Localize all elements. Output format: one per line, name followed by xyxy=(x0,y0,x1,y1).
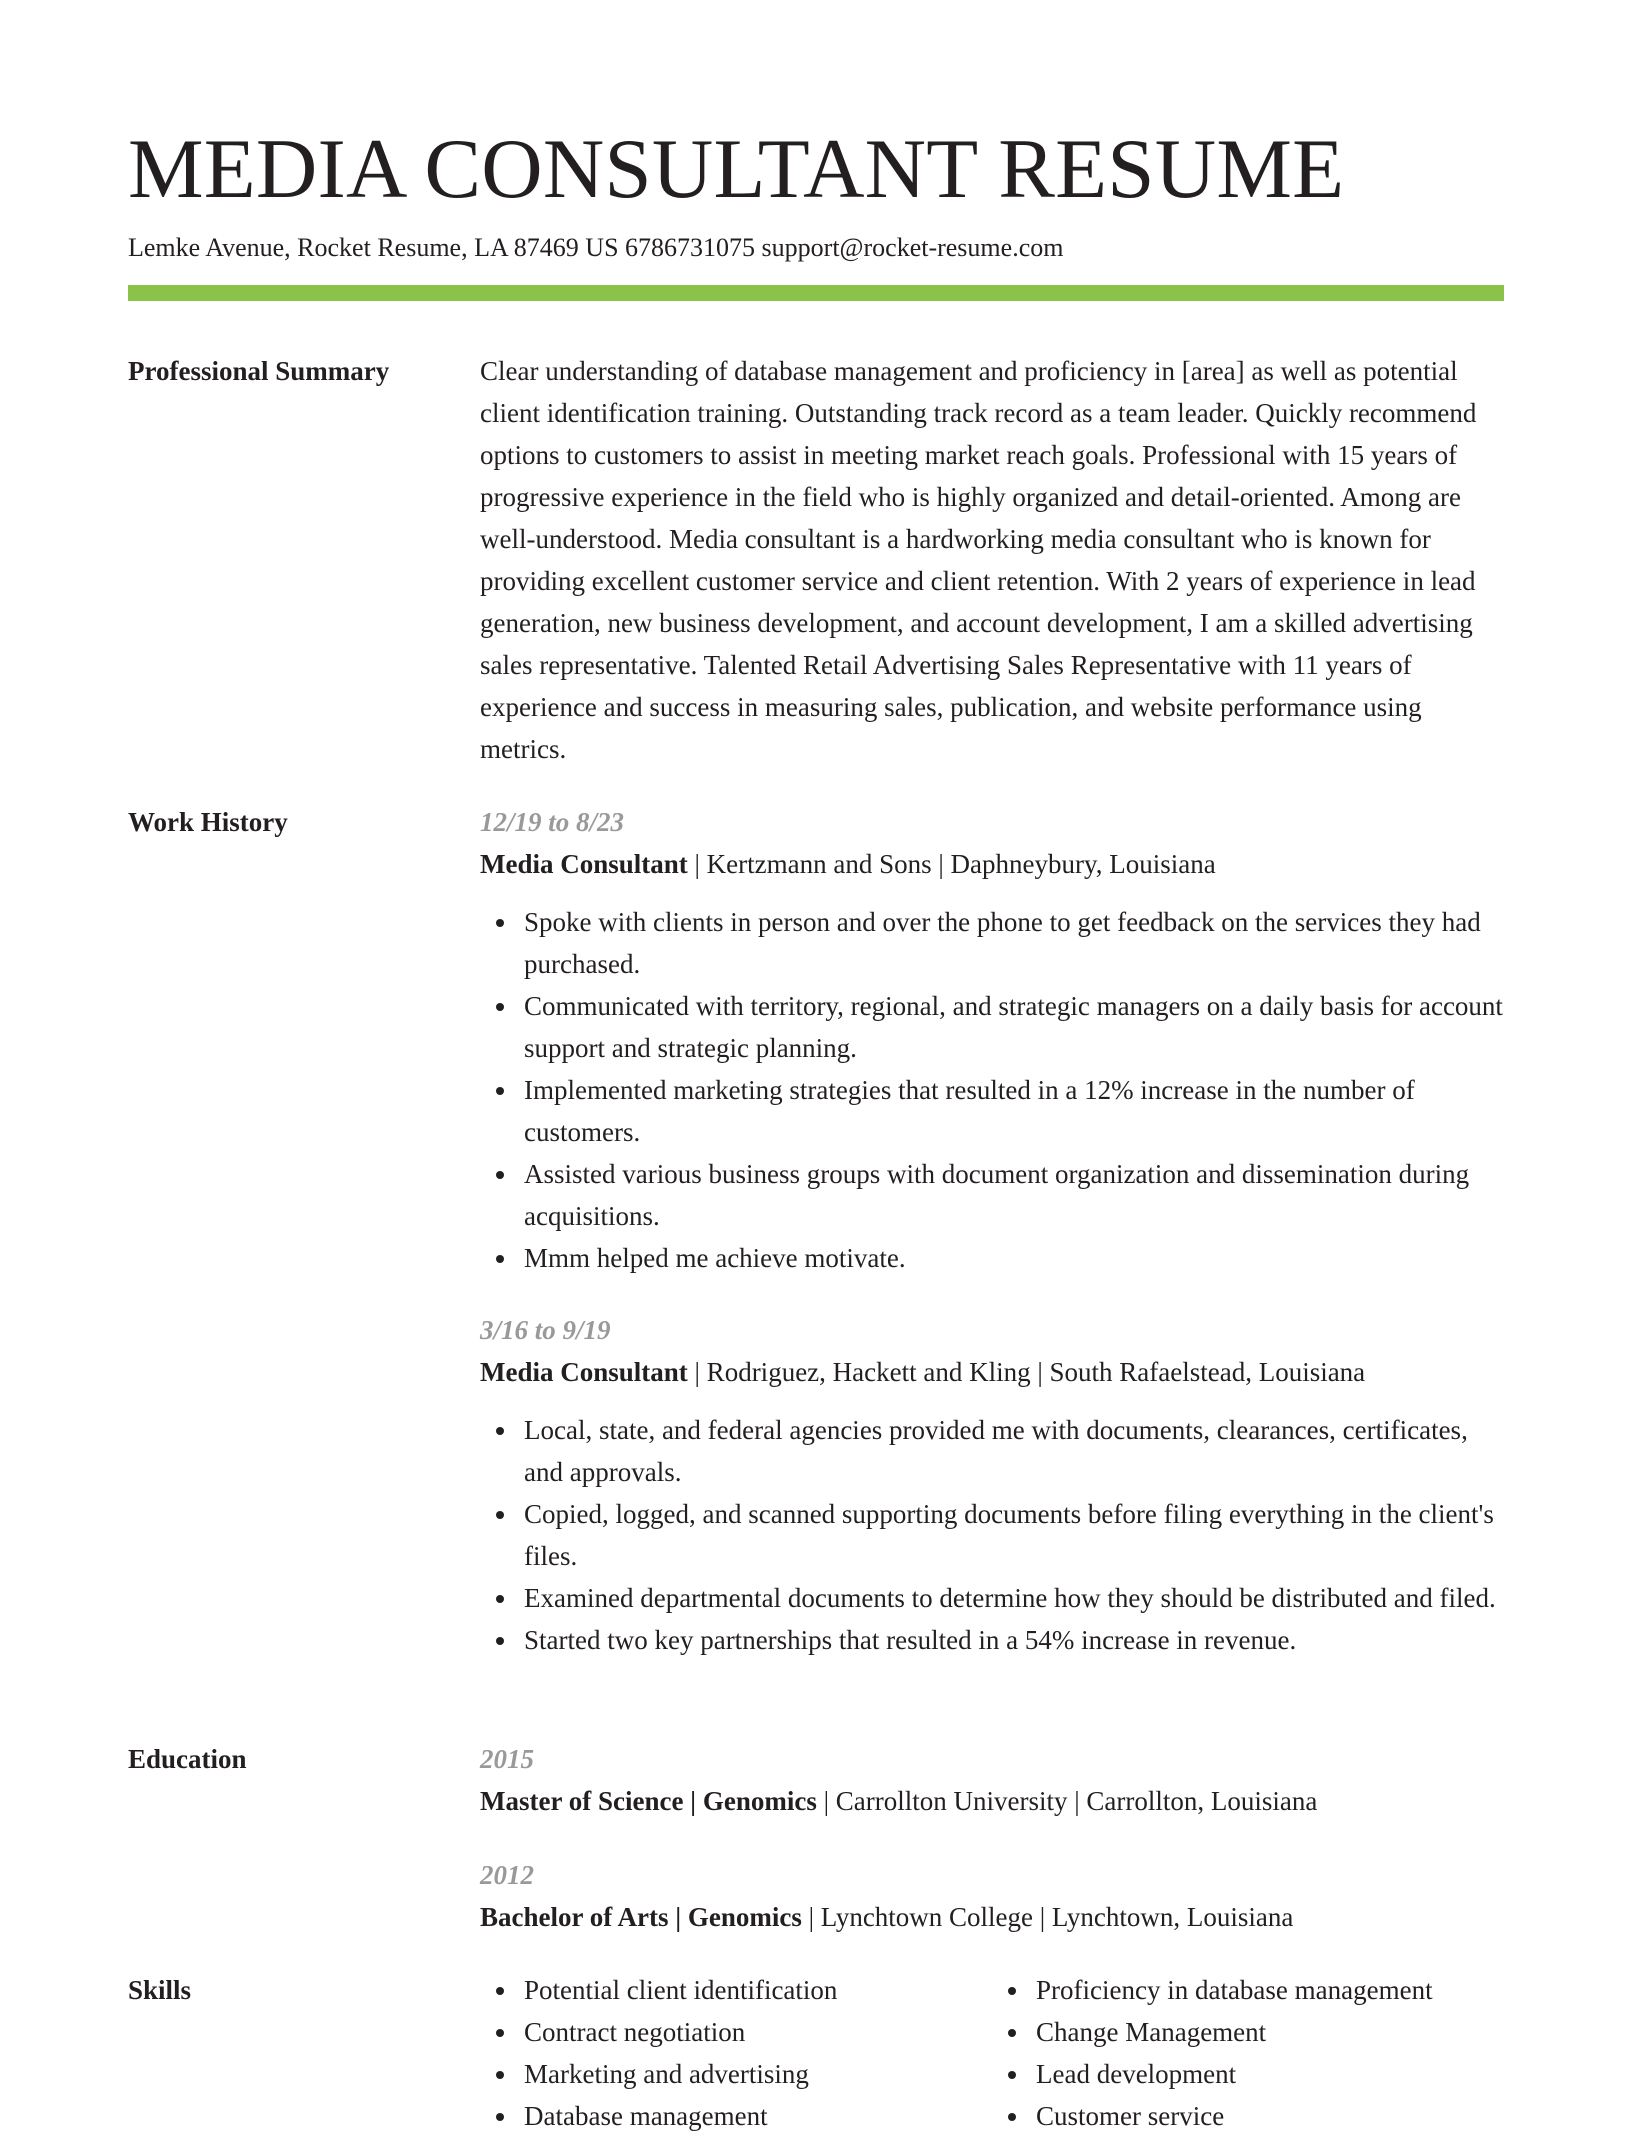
list-item: Customer service xyxy=(1036,2095,1504,2137)
header-divider xyxy=(128,285,1504,301)
skills-columns xyxy=(480,1969,1504,2137)
list-item: Implemented marketing strategies that resulted in a 12% increase in the number of customers. xyxy=(524,1069,1504,1153)
job-details: | Rodriguez, Hackett and Kling | South Rafaelstead, Louisiana xyxy=(687,1357,1366,1387)
job-details: | Kertzmann and Sons | Daphneybury, Louisiana xyxy=(687,849,1216,879)
education-year: 2012 xyxy=(480,1860,534,1890)
list-item: Local, state, and federal agencies provided me with documents, clearances, certificates, and approvals. xyxy=(524,1409,1504,1493)
list-item: Communicated with territory, regional, and strategic managers on a daily basis for account support and strategic planning. xyxy=(524,985,1504,1069)
job-heading xyxy=(480,1351,1504,1393)
list-item: Started two key partnerships that resulted in a 54% increase in revenue. xyxy=(524,1619,1504,1661)
education-heading xyxy=(480,1896,1504,1938)
job-bullets xyxy=(480,901,1504,1279)
education-heading xyxy=(480,1780,1504,1822)
education-details: | Carrollton University | Carrollton, Louisiana xyxy=(816,1786,1318,1816)
list-item: Mmm helped me achieve motivate. xyxy=(524,1237,1504,1279)
resume-title: MEDIA CONSULTANT RESUME xyxy=(128,122,1345,216)
list-item: Potential client identification xyxy=(524,1969,992,2011)
skills-list-left xyxy=(480,1969,992,2137)
job-dates: 3/16 to 9/19 xyxy=(480,1315,611,1345)
skills-list-right xyxy=(992,1969,1504,2137)
summary-label: Professional Summary xyxy=(128,356,390,386)
summary-body xyxy=(480,350,1504,770)
summary-text: Clear understanding of database management and proficiency in [area] as well as potential client identification training. Outstanding track record as a team leader. Quickly recommend options to customers to assist in meeting market reach goals. Professional with 15 years of progressive experience in the field who is highly organized and detail-oriented. Among are well-understood. Media consultant is a hardworking media consultant who is known for providing excellent customer service and client retention. With 2 years of experience in lead generation, new business development, and account development, I am a skilled advertising sales representative. Talented Retail Advertising Sales Representative with 11 years of experience and success in measuring sales, publication, and website performance using metrics. xyxy=(480,356,1477,764)
education-body xyxy=(480,1738,1504,1938)
job-bullets xyxy=(480,1409,1504,1661)
list-item: Lead development xyxy=(1036,2053,1504,2095)
list-item: Copied, logged, and scanned supporting documents before filing everything in the client's files. xyxy=(524,1493,1504,1577)
list-item: Contract negotiation xyxy=(524,2011,992,2053)
degree-name: Master of Science | Genomics xyxy=(480,1786,817,1816)
education-details: | Lynchtown College | Lynchtown, Louisiana xyxy=(801,1902,1294,1932)
job-title: Media Consultant xyxy=(480,849,688,879)
list-item: Examined departmental documents to determine how they should be distributed and filed. xyxy=(524,1577,1504,1619)
job-entry xyxy=(480,801,1504,1279)
education-entry xyxy=(480,1854,1504,1938)
education-year: 2015 xyxy=(480,1744,534,1774)
job-title: Media Consultant xyxy=(480,1357,688,1387)
list-item: Spoke with clients in person and over the phone to get feedback on the services they had purchased. xyxy=(524,901,1504,985)
work-history-label: Work History xyxy=(128,807,288,837)
list-item: Change Management xyxy=(1036,2011,1504,2053)
list-item: Assisted various business groups with document organization and dissemination during acquisitions. xyxy=(524,1153,1504,1237)
skills-body xyxy=(480,1969,1504,2137)
job-dates: 12/19 to 8/23 xyxy=(480,807,625,837)
education-entry xyxy=(480,1738,1504,1822)
list-item: Proficiency in database management xyxy=(1036,1969,1504,2011)
list-item: Database management xyxy=(524,2095,992,2137)
job-heading xyxy=(480,843,1504,885)
education-label: Education xyxy=(128,1744,247,1774)
list-item: Marketing and advertising xyxy=(524,2053,992,2095)
job-entry xyxy=(480,1309,1504,1661)
skills-label: Skills xyxy=(128,1975,192,2005)
work-history-body xyxy=(480,801,1504,1661)
contact-line: Lemke Avenue, Rocket Resume, LA 87469 US 6786731075 support@rocket-resume.com xyxy=(128,233,1064,262)
degree-name: Bachelor of Arts | Genomics xyxy=(480,1902,802,1932)
